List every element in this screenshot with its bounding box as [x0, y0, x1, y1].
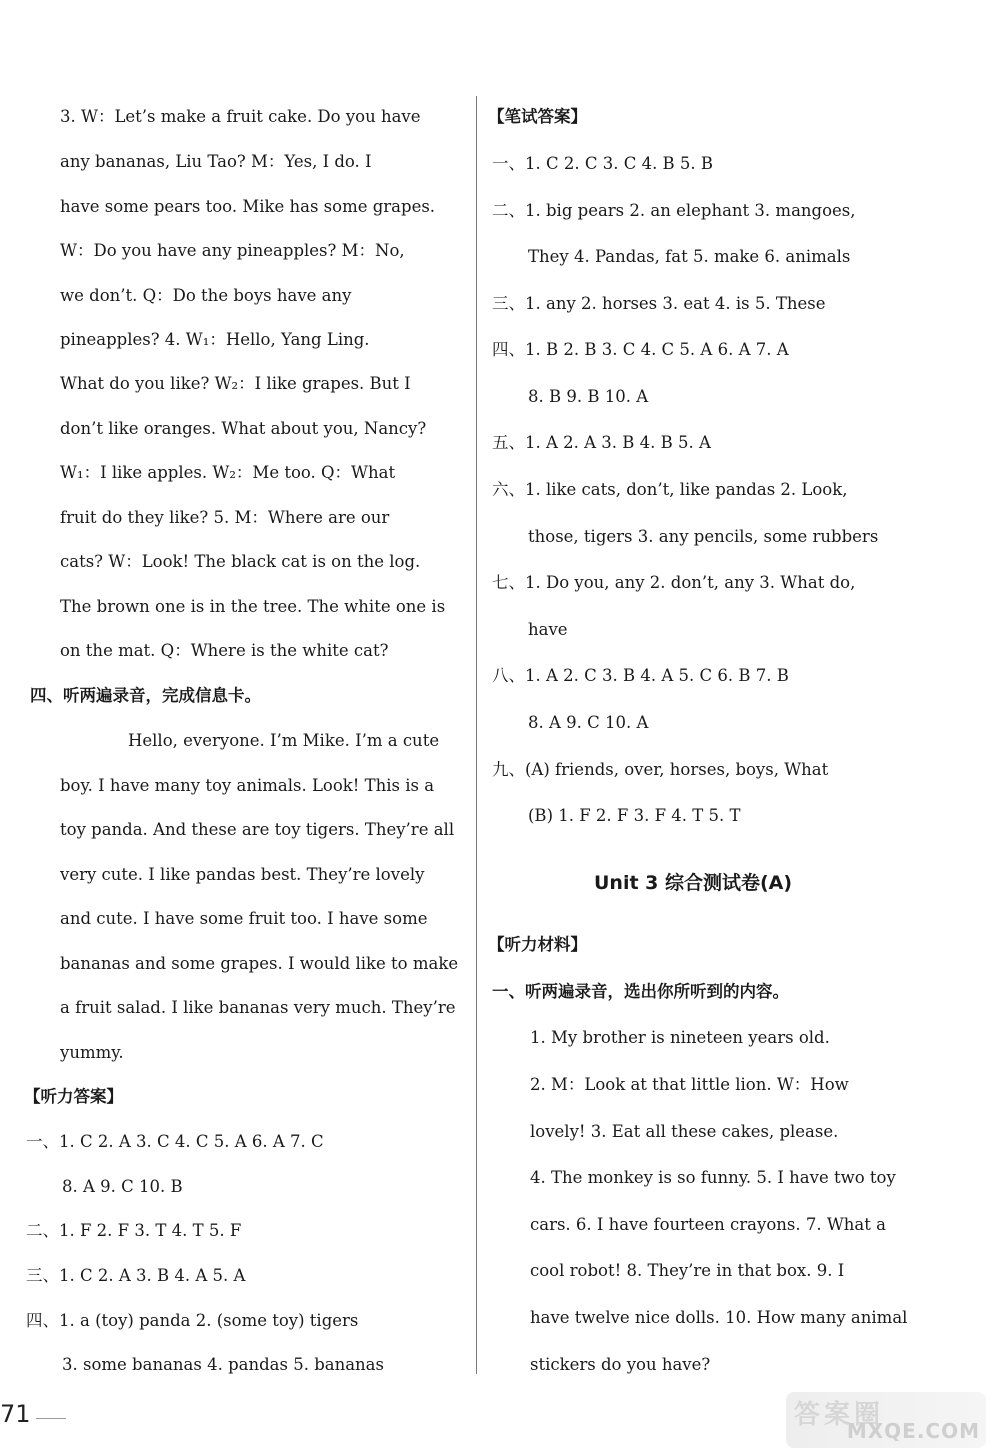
answer-line: 八、1. A 2. C 3. B 4. A 5. C 6. B 7. B — [492, 666, 789, 685]
text-line: we don’t. Q：Do the boys have any — [60, 286, 352, 305]
answer-line: 五、1. A 2. A 3. B 4. B 5. A — [492, 433, 711, 452]
answer-line: They 4. Pandas, fat 5. make 6. animals — [528, 247, 851, 266]
watermark-top-text: 答案圈 — [794, 1400, 885, 1430]
answer-line: (B) 1. F 2. F 3. F 4. T 5. T — [528, 806, 741, 825]
answer-line: those, tigers 3. any pencils, some rubbers — [528, 527, 879, 546]
passage-line: very cute. I like pandas best. They’re lovely — [60, 865, 425, 884]
passage-line: boy. I have many toy animals. Look! This is a — [60, 776, 435, 795]
answer-line: 8. A 9. C 10. B — [62, 1177, 183, 1196]
text-line: W：Do you have any pineapples? M：No, — [60, 241, 405, 260]
answer-line: 一、1. C 2. A 3. C 4. C 5. A 6. A 7. C — [26, 1132, 324, 1151]
text-line: any bananas, Liu Tao? M：Yes, I do. I — [60, 152, 372, 171]
text-line: don’t like oranges. What about you, Nancy? — [60, 419, 427, 438]
material-line: lovely! 3. Eat all these cakes, please. — [530, 1122, 839, 1141]
material-line: 2. M：Look at that little lion. W：How — [530, 1075, 849, 1094]
text-line: cats? W：Look! The black cat is on the log. — [60, 552, 421, 571]
answer-line: 三、1. any 2. horses 3. eat 4. is 5. These — [492, 294, 826, 313]
answer-line: 3. some bananas 4. pandas 5. bananas — [62, 1355, 384, 1374]
answer-line: 七、1. Do you, any 2. don’t, any 3. What do, — [492, 573, 856, 592]
section-heading: 一、听两遍录音，选出你所听到的内容。 — [492, 982, 789, 1001]
answer-line: 8. A 9. C 10. A — [528, 713, 649, 732]
material-line: have twelve nice dolls. 10. How many animal — [530, 1308, 908, 1327]
text-line: 3. W：Let’s make a fruit cake. Do you have — [60, 107, 421, 126]
answer-line: 六、1. like cats, don’t, like pandas 2. Look, — [492, 480, 848, 499]
passage-line: toy panda. And these are toy tigers. They’re all — [60, 820, 455, 839]
column-divider — [476, 96, 477, 1374]
text-line: on the mat. Q：Where is the white cat? — [60, 641, 389, 660]
text-line: The brown one is in the tree. The white one is — [60, 597, 446, 616]
answer-line: 三、1. C 2. A 3. B 4. A 5. A — [26, 1266, 246, 1285]
page-number: 71 — [0, 1400, 31, 1428]
answer-line: 8. B 9. B 10. A — [528, 387, 649, 406]
written-answers-heading: 【笔试答案】 — [488, 107, 587, 126]
watermark-url: MXQE.COM — [846, 1419, 980, 1443]
material-line: 4. The monkey is so funny. 5. I have two toy — [530, 1168, 896, 1187]
text-line: W₁：I like apples. W₂：Me too. Q：What — [60, 463, 396, 482]
material-line: cool robot! 8. They’re in that box. 9. I — [530, 1261, 845, 1280]
material-line: stickers do you have? — [530, 1355, 711, 1374]
answer-line: 二、1. F 2. F 3. T 4. T 5. F — [26, 1221, 242, 1240]
passage-line: bananas and some grapes. I would like to make — [60, 954, 459, 973]
passage-line: and cute. I have some fruit too. I have some — [60, 909, 428, 928]
listening-material-heading: 【听力材料】 — [488, 935, 587, 954]
text-line: What do you like? W₂：I like grapes. But I — [60, 374, 411, 393]
text-line: pineapples? 4. W₁：Hello, Yang Ling. — [60, 330, 370, 349]
answer-line: have — [528, 620, 568, 639]
listening-answers-heading: 【听力答案】 — [24, 1087, 123, 1106]
text-line: fruit do they like? 5. M：Where are our — [60, 508, 390, 527]
section-heading: 四、听两遍录音，完成信息卡。 — [30, 686, 261, 705]
answer-line: 二、1. big pears 2. an elephant 3. mangoes, — [492, 201, 856, 220]
answer-line: 四、1. a (toy) panda 2. (some toy) tigers — [26, 1311, 359, 1330]
text-line: have some pears too. Mike has some grapes. — [60, 197, 436, 216]
answer-line: 四、1. B 2. B 3. C 4. C 5. A 6. A 7. A — [492, 340, 789, 359]
watermark — [786, 1392, 986, 1448]
passage-line: yummy. — [60, 1043, 124, 1062]
passage-line: Hello, everyone. I’m Mike. I’m a cute — [128, 731, 440, 750]
answer-line: 一、1. C 2. C 3. C 4. B 5. B — [492, 154, 714, 173]
answer-line: 九、(A) friends, over, horses, boys, What — [492, 760, 829, 779]
passage-line: a fruit salad. I like bananas very much. They’re — [60, 998, 456, 1017]
material-line: 1. My brother is nineteen years old. — [530, 1028, 830, 1047]
material-line: cars. 6. I have fourteen crayons. 7. What a — [530, 1215, 886, 1234]
page-number-rule — [36, 1418, 66, 1419]
unit-title: Unit 3 综合测试卷(A) — [594, 872, 793, 894]
